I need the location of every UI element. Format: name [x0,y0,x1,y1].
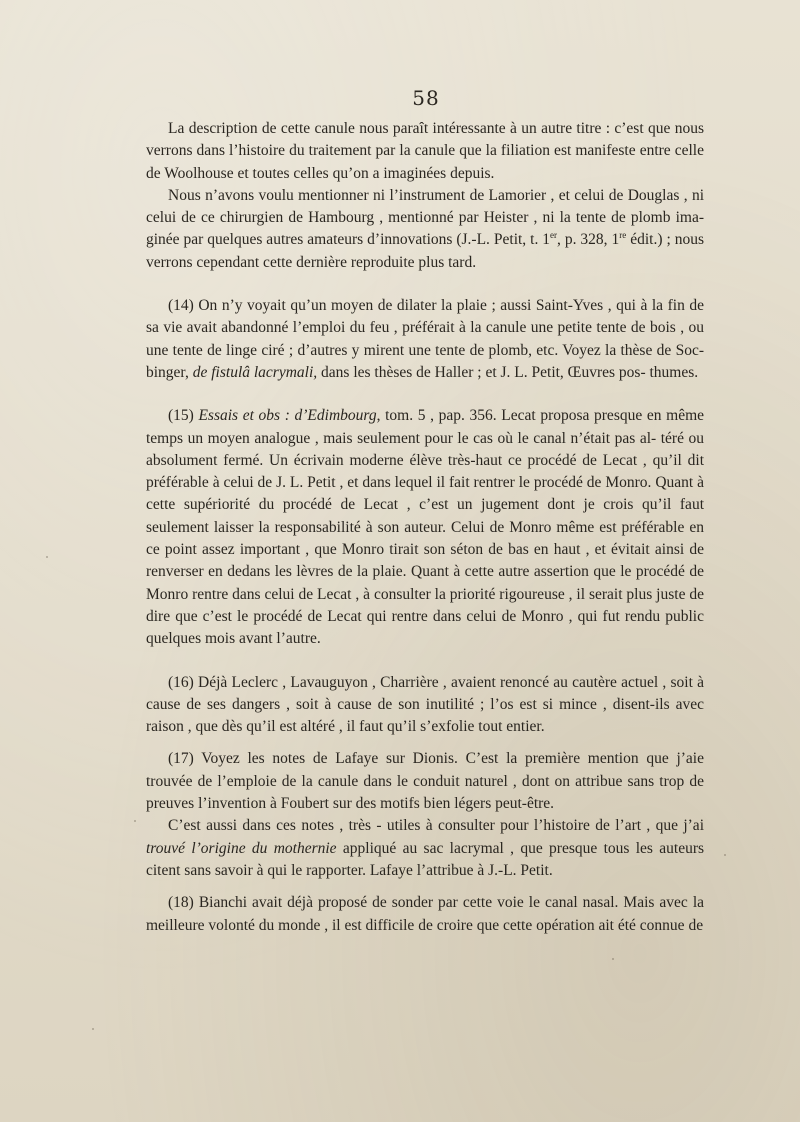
paper-speck [612,958,614,960]
page-number: 58 [412,86,440,110]
paragraph-hernie-origin: C’est aussi dans ces notes , très - utiles à consulter pour l’histoire de l’art , que j’ai trouvé l’origine du mothernie appliqué au sac lacrymal , que presque tous les auteurs citent sans savoir à qui le rapporter. Lafaye l’attribue à J.-L. Petit. [146,817,705,879]
footnote-14: (14) On n’y voyait qu’un moyen de dilater la plaie ; aussi Saint-Yves , qui à la fin de sa vie avait abandonné l’emploi du feu , préférait à la canule une petite tente de bois , ou une tente de linge ciré ; d’autres y mirent une tente de plomb, etc. Voyez la thèse de Soc- binger, de fistulâ lacrymali, dans les thèses de Haller ; et J. L. Petit, Œuvres pos- thumes. [146,297,704,381]
footnote-15: (15) Essais et obs : d’Edimbourg, tom. 5 , pap. 356. Lecat proposa presque en même temps un moyen analogue , mais seulement pour le cas où le canal n’était pas al- téré ou absolument fermé. Un écrivain moderne élève très-haut ce procédé de Lecat , qu’il dit préférable à celui de J. L. Petit , et dans lequel il fait rentrer le procédé de Monro. Quant à cette supériorité du procédé de Lecat , c’est un jugement dont je crois qu’il faut seulement laisser la responsabilité à son auteur. Celui de Monro même est préférable en ce point assez important , que Monro tirait son séton de bas en haut , et évitait ainsi de renverser en dedans les lèvres de la plaie. Quant à cette autre assertion que le procédé de Monro rentre dans celui de Lecat , à consulter la priorité rigoureuse , il serait plus juste de dire que c’est le procédé de Lecat qui rentre dans celui de Monro , qui fut rendu public quelques mois avant l’autre. [146,407,705,648]
footnote-16: (16) Déjà Leclerc , Lavauguyon , Charrière , avaient renoncé au cautère actuel , soit à cause de ses dangers , soit à cause de son inutilité ; l’os est si mince , disent-ils avec raison , que dès qu’il est altéré , il faut qu’il s’exfolie tout entier. [146,673,704,736]
paper-speck [134,820,136,822]
paragraph-canule-description: La description de cette canule nous paraît intéressante à un autre titre : c’est que nous verrons dans l’histoire du traitement par la canule que la filiation est manifeste entre celle de Woolhouse et toutes celles qu’on a imaginées depuis. [146,120,704,182]
paper-speck [46,556,48,558]
paper-speck [724,854,726,856]
paper-speck [92,1028,94,1030]
paragraph-instruments-mention: Nous n’avons voulu mentionner ni l’instrument de Lamorier , et celui de Douglas , ni celui de ce chirurgien de Hambourg , mentionné par Heister , ni la tente de plomb ima- ginée par quelques autres amateurs d’innovations (J.-L. Petit, t. 1er, p. 328, 1re édit.) ; nous verrons cependant cette dernière reproduite plus tard. [146,186,705,271]
body-text [146,118,704,937]
footnote-17: (17) Voyez les notes de Lafaye sur Dionis. C’est la première mention que j’aie trouvée de l’emploie de la canule dans le conduit naturel , dont on attribue sans trop de preuves l’invention à Foubert sur des motifs bien légers peut-être. [146,750,705,813]
footnote-18: (18) Bianchi avait déjà proposé de sonder par cette voie le canal nasal. Mais avec la meilleure volonté du monde , il est difficile de croire que cette opération ait été connue de [146,894,704,934]
